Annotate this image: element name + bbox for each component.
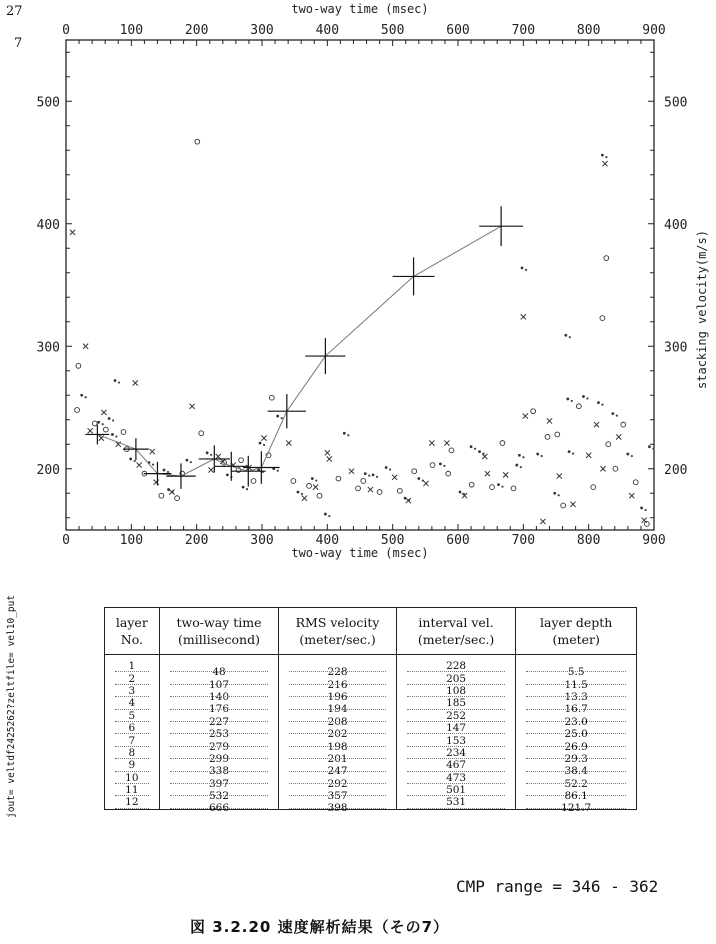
- background-pick: [604, 256, 609, 261]
- header-layer-depth: layer depth (meter): [516, 608, 637, 655]
- background-pick: [449, 448, 454, 453]
- cell-two-way-time: 253: [159, 722, 279, 734]
- cell-layer-no: 12: [105, 796, 160, 809]
- background-pick: [364, 472, 371, 477]
- background-pick: [597, 401, 604, 406]
- background-pick: [469, 482, 474, 487]
- x-tick-label-bottom: 100: [119, 533, 144, 548]
- cell-layer-no: 11: [105, 784, 160, 796]
- background-pick: [76, 363, 81, 368]
- x-tick-label-bottom: 500: [380, 533, 405, 548]
- background-pick: [430, 463, 435, 468]
- background-pick: [582, 395, 589, 400]
- velocity-pick-marker: [215, 452, 248, 481]
- background-pick: [557, 474, 562, 479]
- y-tick-label-left: 500: [36, 95, 60, 111]
- background-pick: [601, 154, 608, 158]
- cell-two-way-time: 140: [159, 685, 279, 697]
- background-pick: [616, 434, 621, 439]
- background-pick: [594, 422, 599, 427]
- background-pick: [417, 477, 424, 482]
- cell-rms-velocity: 247: [279, 759, 397, 771]
- background-pick: [291, 479, 296, 484]
- background-pick: [500, 441, 505, 446]
- background-pick: [251, 479, 256, 484]
- background-pick: [503, 472, 508, 477]
- background-pick: [576, 404, 581, 409]
- background-pick: [568, 450, 575, 455]
- background-pick: [199, 431, 204, 436]
- x-tick-label-top: 100: [119, 23, 144, 38]
- cell-rms-velocity: 398: [279, 796, 397, 809]
- cell-interval-vel: 205: [396, 672, 516, 684]
- background-pick: [490, 485, 495, 490]
- cell-two-way-time: 299: [159, 747, 279, 759]
- background-pick: [545, 435, 550, 440]
- cell-layer-depth: 52.2: [516, 772, 637, 784]
- background-pick: [163, 469, 169, 474]
- x-axis-title-top: two-way time (msec): [291, 2, 429, 16]
- cell-layer-no: 6: [105, 722, 160, 734]
- background-pick: [586, 453, 591, 458]
- cell-layer-depth: 16.7: [516, 697, 637, 709]
- background-pick: [540, 519, 545, 524]
- background-pick: [478, 450, 485, 455]
- cell-layer-depth: 38.4: [516, 759, 637, 771]
- background-pick: [377, 490, 382, 495]
- cmp-range-label: CMP range = 346 - 362: [456, 877, 659, 896]
- velocity-line: [97, 226, 501, 476]
- background-pick: [446, 471, 451, 476]
- header-layer-no: layer No.: [105, 608, 160, 655]
- background-pick: [286, 440, 291, 445]
- table-row: [105, 734, 637, 746]
- cell-layer-depth: 26.9: [516, 734, 637, 746]
- x-tick-label-bottom: 400: [315, 533, 340, 548]
- background-pick: [611, 412, 618, 417]
- x-tick-label-top: 200: [184, 23, 209, 38]
- background-pick: [570, 502, 575, 507]
- x-tick-label-top: 800: [576, 23, 601, 38]
- background-pick: [613, 466, 618, 471]
- x-tick-label-bottom: 0: [62, 533, 70, 548]
- background-pick: [103, 427, 108, 432]
- background-pick: [129, 458, 135, 463]
- cell-rms-velocity: 201: [279, 747, 397, 759]
- cell-layer-no: 9: [105, 759, 160, 771]
- background-pick: [561, 503, 566, 508]
- cell-interval-vel: 108: [396, 685, 516, 697]
- x-tick-label-top: 900: [642, 23, 666, 38]
- background-pick: [216, 454, 221, 459]
- background-pick: [307, 484, 312, 489]
- background-pick: [626, 453, 633, 458]
- velocity-pick-marker: [199, 445, 230, 472]
- cell-layer-depth: 13.3: [516, 685, 637, 697]
- plot-border: [66, 40, 654, 530]
- x-tick-label-bottom: 200: [184, 533, 209, 548]
- velocity-pick-marker: [166, 463, 195, 488]
- velocity-pick-marker: [479, 206, 523, 246]
- cell-rms-velocity: 198: [279, 734, 397, 746]
- table-row: [105, 672, 637, 684]
- table-row: [105, 796, 637, 809]
- background-pick: [356, 486, 361, 491]
- y-tick-label-left: 300: [36, 340, 60, 356]
- x-tick-label-top: 0: [62, 23, 70, 38]
- cell-layer-no: 4: [105, 697, 160, 709]
- x-tick-label-top: 500: [380, 23, 405, 38]
- cell-rms-velocity: 202: [279, 722, 397, 734]
- x-tick-label-top: 400: [315, 23, 340, 38]
- background-pick: [83, 344, 88, 349]
- cell-layer-no: 8: [105, 747, 160, 759]
- background-pick: [412, 469, 417, 474]
- y-tick-label-left: 200: [36, 462, 60, 478]
- background-pick: [518, 454, 525, 459]
- background-pick: [208, 467, 213, 472]
- background-pick: [325, 450, 330, 455]
- cell-interval-vel: 501: [396, 784, 516, 796]
- cell-two-way-time: 279: [159, 734, 279, 746]
- background-pick: [600, 316, 605, 321]
- background-pick: [302, 496, 307, 501]
- cell-two-way-time: 227: [159, 710, 279, 722]
- cell-layer-depth: 5.5: [516, 660, 637, 672]
- cell-interval-vel: 153: [396, 734, 516, 746]
- background-pick: [111, 433, 118, 438]
- cell-layer-depth: 25.0: [516, 722, 637, 734]
- background-pick: [159, 493, 164, 498]
- background-pick: [368, 487, 373, 492]
- background-pick: [259, 442, 266, 447]
- x-tick-label-top: 600: [446, 23, 470, 38]
- background-pick: [485, 471, 490, 476]
- background-pick: [242, 486, 248, 491]
- background-pick: [361, 479, 366, 484]
- cell-layer-depth: 29.3: [516, 747, 637, 759]
- background-pick: [640, 507, 647, 512]
- background-pick: [108, 417, 115, 422]
- table-header-row: [105, 608, 637, 655]
- velocity-curve: [85, 206, 523, 489]
- background-pick: [121, 430, 126, 435]
- cell-layer-depth: 121.7: [516, 796, 637, 809]
- x-tick-label-bottom: 700: [511, 533, 536, 548]
- background-pick: [75, 408, 80, 413]
- cell-layer-no: 10: [105, 772, 160, 784]
- x-tick-label-bottom: 600: [446, 533, 470, 548]
- background-pick: [92, 421, 97, 426]
- cell-interval-vel: 473: [396, 772, 516, 784]
- layer-table: [104, 607, 637, 815]
- cell-interval-vel: 147: [396, 722, 516, 734]
- background-pick: [600, 466, 605, 471]
- background-pick: [343, 432, 350, 437]
- side-annotation: jout= veltdf2425262?zeltfile= vel10_put: [6, 594, 17, 818]
- plot-frame: [66, 40, 654, 530]
- background-pick: [429, 440, 434, 445]
- velocity-pick-marker: [144, 462, 172, 486]
- background-pick: [349, 469, 354, 474]
- cell-interval-vel: 185: [396, 697, 516, 709]
- background-pick: [88, 428, 93, 433]
- cell-interval-vel: 467: [396, 759, 516, 771]
- cell-two-way-time: 338: [159, 759, 279, 771]
- background-pick: [137, 462, 142, 467]
- background-pick: [206, 451, 212, 456]
- cell-rms-velocity: 196: [279, 685, 397, 697]
- cell-interval-vel: 234: [396, 747, 516, 759]
- background-pick: [324, 513, 331, 518]
- background-pick: [536, 453, 543, 458]
- background-pick: [327, 456, 332, 461]
- cell-rms-velocity: 292: [279, 772, 397, 784]
- header-two-way-time: two-way time (millisecond): [159, 608, 279, 655]
- table-row: [105, 747, 637, 759]
- background-pick: [336, 476, 341, 481]
- cell-two-way-time: 532: [159, 784, 279, 796]
- background-pick: [239, 458, 244, 463]
- cell-rms-velocity: 357: [279, 784, 397, 796]
- figure-caption: 図 3.2.20 速度解析結果（その7）: [190, 918, 450, 936]
- x-tick-label-top: 300: [250, 23, 274, 38]
- cell-two-way-time: 176: [159, 697, 279, 709]
- page-number-top: 27: [6, 4, 23, 19]
- cell-interval-vel: 252: [396, 710, 516, 722]
- background-pick: [555, 432, 560, 437]
- background-pick: [313, 485, 318, 490]
- velocity-pick-marker: [231, 456, 266, 487]
- axis-labels: [37, 2, 709, 560]
- y-tick-label-right: 500: [664, 95, 688, 111]
- table-row: [105, 660, 637, 672]
- background-pick: [439, 462, 446, 467]
- y-tick-label-right: 200: [664, 462, 688, 478]
- page-number-sub: 7: [14, 36, 23, 51]
- background-pick: [470, 445, 477, 450]
- x-tick-label-bottom: 300: [250, 533, 274, 548]
- cell-rms-velocity: 216: [279, 672, 397, 684]
- background-pick: [564, 334, 571, 339]
- cell-two-way-time: 397: [159, 772, 279, 784]
- background-pick: [629, 493, 634, 498]
- table-row: [105, 685, 637, 697]
- background-pick: [372, 473, 379, 478]
- x-tick-label-bottom: 900: [642, 533, 666, 548]
- background-pick: [195, 139, 200, 144]
- cell-rms-velocity: 208: [279, 710, 397, 722]
- background-pick: [317, 493, 322, 498]
- x-tick-label-top: 700: [511, 23, 536, 38]
- background-pick: [133, 380, 138, 385]
- cell-rms-velocity: 228: [279, 660, 397, 672]
- y-axis-title-right: stacking velocity(m/s): [695, 230, 709, 389]
- y-tick-label-right: 300: [664, 340, 688, 356]
- background-pick: [515, 464, 522, 469]
- background-pick: [175, 496, 180, 501]
- velocity-pick-marker: [123, 438, 149, 460]
- tick-marks: [66, 40, 654, 530]
- cell-layer-no: 1: [105, 660, 160, 672]
- background-pick: [392, 475, 397, 480]
- background-pick: [385, 466, 392, 471]
- cell-layer-depth: 11.5: [516, 672, 637, 684]
- background-pick: [591, 485, 596, 490]
- background-pick: [633, 480, 638, 485]
- background-pick: [523, 413, 528, 418]
- cell-layer-no: 2: [105, 672, 160, 684]
- background-pick: [521, 314, 526, 319]
- background-pick: [621, 422, 626, 427]
- y-tick-label-right: 400: [664, 217, 688, 233]
- background-pick: [531, 409, 536, 414]
- background-pick: [602, 161, 607, 166]
- table-row: [105, 697, 637, 709]
- cell-interval-vel: 228: [396, 660, 516, 672]
- background-pick: [553, 492, 560, 497]
- background-pick: [189, 404, 194, 409]
- background-pick: [114, 379, 121, 384]
- background-pick: [444, 440, 449, 445]
- cell-rms-velocity: 194: [279, 697, 397, 709]
- background-pick: [297, 491, 304, 496]
- header-rms-velocity: RMS velocity (meter/sec.): [279, 608, 397, 655]
- y-tick-label-left: 400: [36, 217, 60, 233]
- cell-interval-vel: 531: [396, 796, 516, 809]
- table-row: [105, 784, 637, 796]
- background-pick: [547, 418, 552, 423]
- background-pick: [497, 483, 504, 488]
- background-pick: [97, 421, 104, 426]
- x-axis-title-bottom: two-way time (msec): [291, 546, 429, 560]
- x-tick-label-bottom: 800: [576, 533, 601, 548]
- background-pick: [150, 449, 155, 454]
- cell-layer-depth: 86.1: [516, 784, 637, 796]
- background-pick: [423, 481, 428, 486]
- background-pick: [606, 442, 611, 447]
- cell-layer-no: 3: [105, 685, 160, 697]
- background-pick: [397, 488, 402, 493]
- background-pick: [459, 491, 466, 496]
- background-pick: [261, 436, 266, 441]
- background-pick: [566, 398, 573, 403]
- table-row: [105, 772, 637, 784]
- background-pick: [521, 266, 528, 271]
- header-interval-vel: interval vel. (meter/sec.): [396, 608, 516, 655]
- cell-two-way-time: 48: [159, 660, 279, 672]
- background-pick: [70, 230, 75, 235]
- cell-two-way-time: 107: [159, 672, 279, 684]
- background-pick: [511, 486, 516, 491]
- background-pick: [311, 477, 318, 482]
- table-row: [105, 722, 637, 734]
- background-pick: [80, 394, 87, 399]
- background-pick: [482, 454, 487, 459]
- cell-layer-no: 5: [105, 710, 160, 722]
- background-pick: [169, 489, 174, 494]
- cell-two-way-time: 666: [159, 796, 279, 809]
- background-pick: [185, 459, 191, 464]
- cell-layer-no: 7: [105, 734, 160, 746]
- background-pick: [269, 395, 274, 400]
- background-pick: [276, 415, 283, 420]
- table-row: [105, 710, 637, 722]
- background-pick: [101, 410, 106, 415]
- table-row: [105, 759, 637, 771]
- background-pick: [406, 498, 411, 503]
- cell-layer-depth: 23.0: [516, 710, 637, 722]
